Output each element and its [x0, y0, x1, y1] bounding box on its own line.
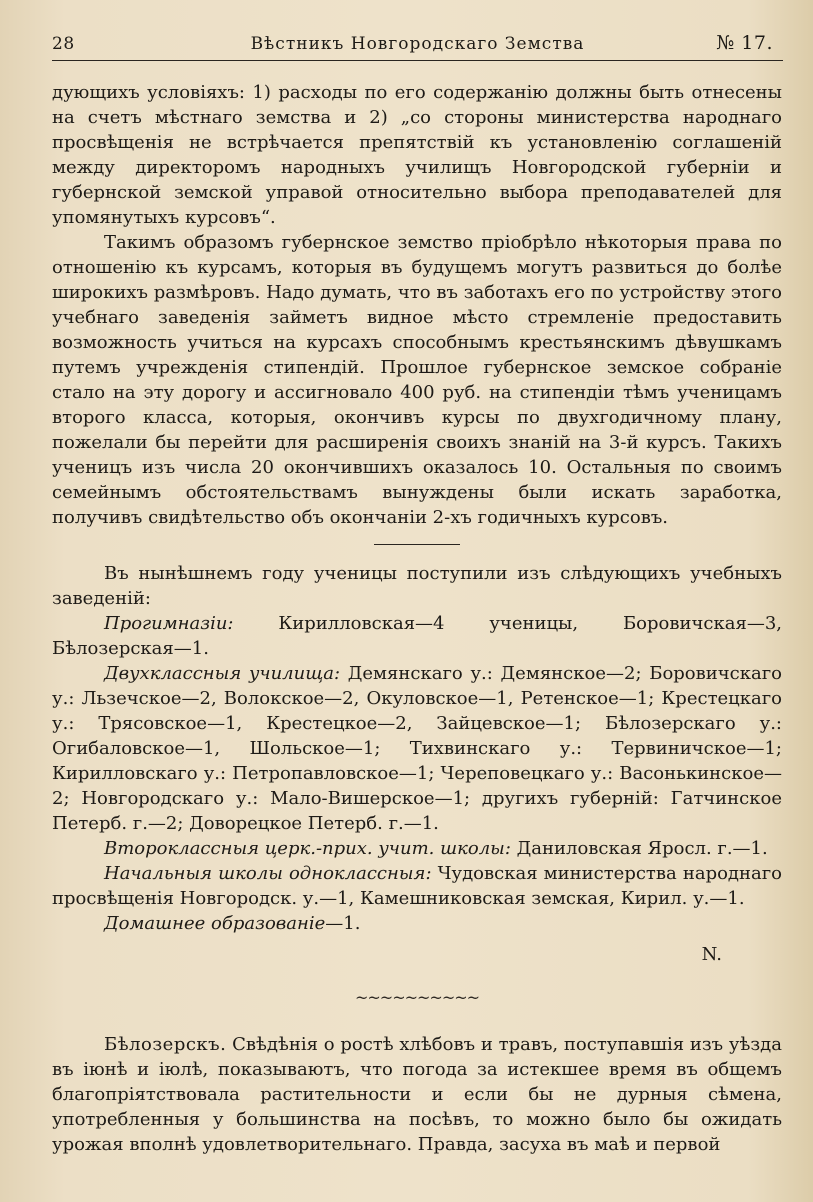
article-body: [52, 80, 782, 1157]
page-number: 28: [52, 34, 75, 54]
list-label: Начальныя школы одноклассныя:: [104, 863, 432, 884]
paragraph-1: дующихъ условіяхъ: 1) расходы по его содержанію должны быть отнесены на счетъ мѣстнаго земства и 2) „со стороны министерства народнаго просвѣщенія не встрѣчается препятствій къ установленію соглашеній между директоромъ народныхъ училищъ Новгородской губерніи и губернской земской управой относительно выбора преподавателей для упомянутыхъ курсовъ“.: [52, 82, 782, 228]
running-header: [52, 30, 783, 60]
list-text: —1.: [325, 913, 361, 934]
paragraph-2: Такимъ образомъ губернское земство пріобрѣло нѣкоторыя права по отношенію къ курсамъ, которыя въ будущемъ могутъ развиться до болѣе широкихъ размѣровъ. Надо думать, что въ заботахъ его по устройству этого учебнаго заведенія займетъ видное мѣсто стремленіе предоставить возможность учиться на курсахъ способнымъ крестьянскимъ дѣвушкамъ путемъ учрежденія стипендій. Прошлое губернское земское собраніе стало на эту дорогу и ассигновало 400 руб. на стипендіи тѣмъ ученицамъ второго класса, которыя, окончивъ курсы по двухгодичному плану, пожелали бы перейти для расширенія своихъ знаній на 3-й курсъ. Такихъ ученицъ изъ числа 20 окончившихъ оказалось 10. Остальныя по своимъ семейнымъ обстоятельствамъ вынуждены были искать заработка, получивъ свидѣтельство объ окончаніи 2-хъ годичныхъ курсовъ.: [52, 232, 782, 528]
list-text: Даниловская Яросл. г.—1.: [510, 838, 768, 859]
list-label: Второклассныя церк.-прих. учит. школы:: [104, 838, 511, 859]
list-item-two-class: [52, 661, 782, 836]
list-text: Демянскаго у.: Демянское—2; Боровичскаго у.: Льзечское—2, Волокское—2, Окуловское—1, Ретенское—1; Крестецкаго у.: Трясовское—1, Крестецкое—2, Зайцевское—1; Бѣлозерскаго у.: Огибаловское—1, Шольское—1; Тихвинскаго у.: Тервиничское—1; Кирилловскаго у.: Петропавловское—1; Череповецкаго у.: Васонькинское—2; Новгородскаго у.: Мало-Вишерское—1; другихъ губерній: Гатчинское Петерб. г.—2; Доворецкое Петерб. г.—1.: [52, 663, 783, 834]
issue-number: № 17.: [716, 32, 773, 54]
list-text: Кирилловская—4 ученицы, Боровичская—3, Бѣлозерская—1.: [52, 613, 782, 659]
list-label: Домашнее образованіе: [104, 913, 326, 934]
paragraph-3: Въ нынѣшнемъ году ученицы поступили изъ слѣдующихъ учебныхъ заведеній:: [52, 563, 782, 609]
ornament-divider: ~~~~~~~~~~: [354, 988, 480, 1007]
list-label: Прогимназіи:: [104, 613, 234, 634]
list-item-home: [52, 911, 782, 936]
paragraph-4: [52, 1032, 782, 1157]
journal-title: Вѣстникъ Новгородскаго Земства: [250, 34, 585, 54]
place-heading: Бѣлозерскъ.: [104, 1034, 227, 1055]
list-label: Двухклассныя училища:: [104, 663, 341, 684]
list-item-second-class: [52, 836, 782, 861]
list-item-primary: [52, 861, 782, 911]
section-separator: [374, 544, 460, 545]
header-rule: [52, 60, 783, 61]
paragraph-4-text: Свѣдѣнія о ростѣ хлѣбовъ и травъ, поступавшія изъ уѣзда въ іюнѣ и іюлѣ, показываютъ, что погода за истекшее время въ общемъ благопріятствовала растительности и если бы не дурныя сѣмена, употребленныя у большинства на посѣвъ, то можно было бы ожидать урожая вполнѣ удовлетворительнаго. Правда, засуха въ маѣ и первой: [52, 1034, 782, 1155]
list-item-progymnasia: [52, 611, 782, 661]
list-text: Чудовская министерства народнаго просвѣщенія Новгородск. у.—1, Камешниковская земская, Кирил. у.—1.: [52, 863, 783, 909]
signature: N.: [701, 944, 722, 965]
